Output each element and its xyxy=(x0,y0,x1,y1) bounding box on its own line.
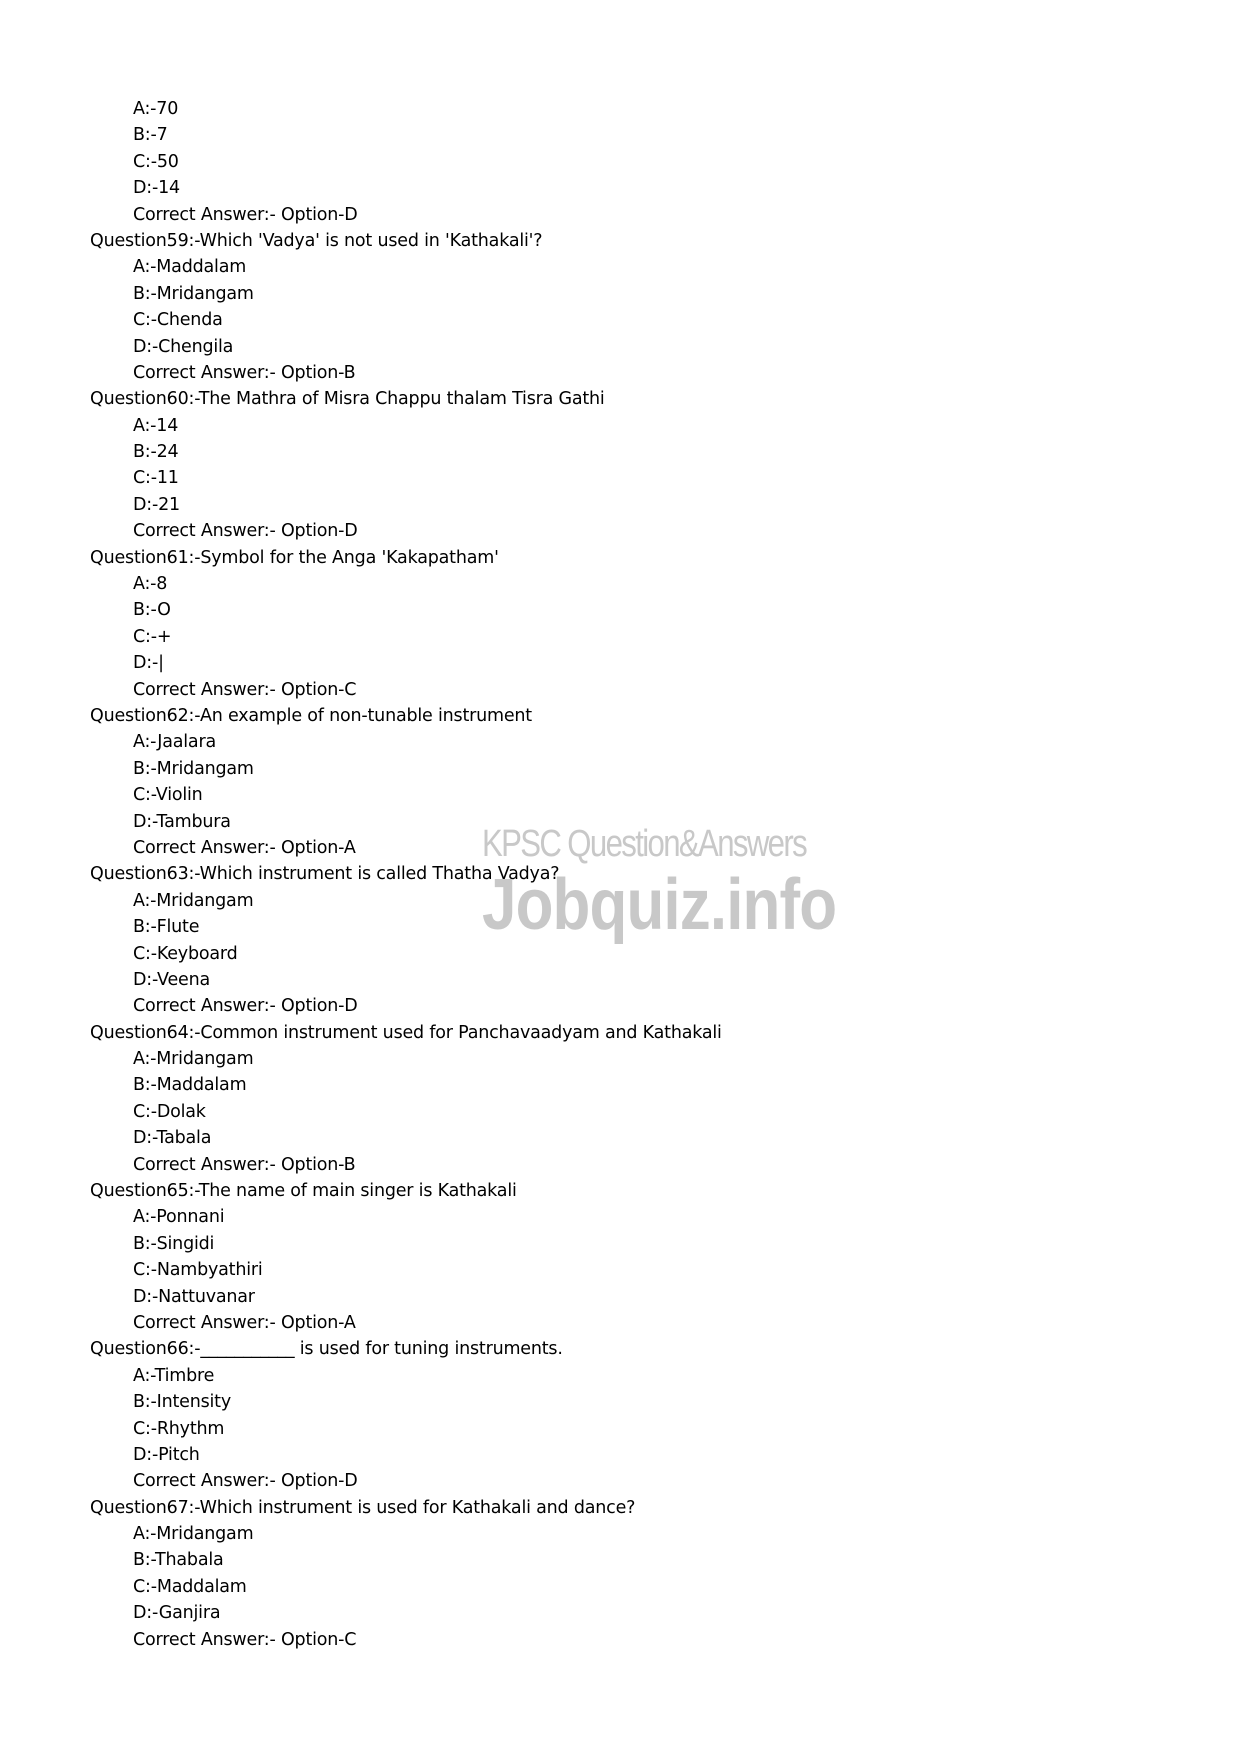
question-text: Question60:-The Mathra of Misra Chappu thalam Tisra Gathi xyxy=(90,389,605,410)
option-a: A:-14 xyxy=(133,415,179,436)
question-text: Question59:-Which 'Vadya' is not used in 'Kathakali'? xyxy=(90,230,543,251)
option-a: A:-70 xyxy=(133,99,179,119)
correct-answer: Correct Answer:- Option-D xyxy=(133,1471,358,1492)
option-a: A:-Ponnani xyxy=(133,1207,225,1228)
question-block-66 xyxy=(90,1336,1190,1494)
option-a: A:-8 xyxy=(133,574,168,595)
question-paper-page xyxy=(90,96,1190,1653)
correct-answer: Correct Answer:- Option-B xyxy=(133,362,356,383)
option-b: B:-24 xyxy=(133,442,179,463)
option-b: B:-Maddalam xyxy=(133,1075,247,1096)
option-b: B:-Mridangam xyxy=(133,758,254,779)
option-d: D:-21 xyxy=(133,494,180,515)
question-block-59 xyxy=(90,228,1190,386)
option-c: C:-Violin xyxy=(133,785,203,806)
correct-answer: Correct Answer:- Option-D xyxy=(133,204,358,225)
question-block-67 xyxy=(90,1495,1190,1653)
option-c: C:-+ xyxy=(133,626,172,647)
option-d: D:-Tabala xyxy=(133,1128,212,1149)
question-text: Question62:-An example of non-tunable instrument xyxy=(90,705,532,726)
question-text: Question63:-Which instrument is called Thatha Vadya? xyxy=(90,864,560,885)
watermark-line-1: KPSC Question&Answers xyxy=(482,823,807,865)
question-block-65 xyxy=(90,1178,1190,1336)
option-d: D:-Nattuvanar xyxy=(133,1286,255,1307)
option-c: C:-Keyboard xyxy=(133,943,238,964)
option-d: D:-14 xyxy=(133,178,180,199)
option-c: C:-Maddalam xyxy=(133,1576,247,1597)
continued-question-block xyxy=(90,96,1190,228)
option-b: B:-Singidi xyxy=(133,1233,215,1254)
option-c: C:-Rhythm xyxy=(133,1418,225,1439)
question-text: Question61:-Symbol for the Anga 'Kakapatham' xyxy=(90,547,499,568)
correct-answer: Correct Answer:- Option-B xyxy=(133,1154,356,1175)
question-block-62 xyxy=(90,703,1190,861)
question-text: Question65:-The name of main singer is Kathakali xyxy=(90,1181,517,1202)
option-c: C:-Chenda xyxy=(133,310,223,331)
option-b: B:-Mridangam xyxy=(133,283,254,304)
option-c: C:-50 xyxy=(133,151,179,172)
option-a: A:-Mridangam xyxy=(133,1524,254,1545)
option-b: B:-O xyxy=(133,600,171,621)
option-b: B:-Flute xyxy=(133,917,200,938)
option-b: B:-Intensity xyxy=(133,1392,231,1413)
question-block-61 xyxy=(90,545,1190,703)
option-c: C:-Dolak xyxy=(133,1101,206,1122)
question-text: Question66:-___________ is used for tuning instruments. xyxy=(90,1339,563,1360)
question-block-64 xyxy=(90,1020,1190,1178)
correct-answer: Correct Answer:- Option-D xyxy=(133,521,358,542)
option-a: A:-Mridangam xyxy=(133,1049,254,1070)
option-a: A:-Maddalam xyxy=(133,257,247,278)
question-block-60 xyxy=(90,386,1190,544)
option-a: A:-Mridangam xyxy=(133,890,254,911)
correct-answer: Correct Answer:- Option-C xyxy=(133,1629,357,1650)
option-a: A:-Jaalara xyxy=(133,732,216,753)
correct-answer: Correct Answer:- Option-A xyxy=(133,837,356,858)
question-text: Question67:-Which instrument is used for Kathakali and dance? xyxy=(90,1497,636,1518)
option-d: D:-| xyxy=(133,653,164,674)
watermark-line-2: Jobquiz.info xyxy=(482,865,837,945)
option-d: D:-Veena xyxy=(133,969,211,990)
option-c: C:-Nambyathiri xyxy=(133,1260,263,1281)
option-d: D:-Tambura xyxy=(133,811,231,832)
option-c: C:-11 xyxy=(133,468,179,489)
question-text: Question64:-Common instrument used for Panchavaadyam and Kathakali xyxy=(90,1022,722,1043)
correct-answer: Correct Answer:- Option-D xyxy=(133,996,358,1017)
option-d: D:-Chengila xyxy=(133,336,234,357)
question-block-63 xyxy=(90,861,1190,1019)
option-b: B:-7 xyxy=(133,125,168,146)
correct-answer: Correct Answer:- Option-C xyxy=(133,679,357,700)
correct-answer: Correct Answer:- Option-A xyxy=(133,1312,356,1333)
option-a: A:-Timbre xyxy=(133,1365,215,1386)
option-d: D:-Pitch xyxy=(133,1444,200,1465)
option-d: D:-Ganjira xyxy=(133,1603,221,1624)
option-b: B:-Thabala xyxy=(133,1550,224,1571)
